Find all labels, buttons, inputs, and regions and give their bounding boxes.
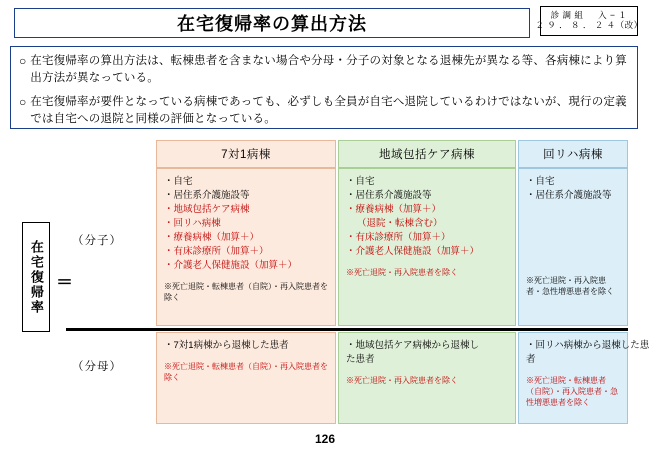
list-item: ・居住系介護施設等 [526, 190, 612, 202]
list-item: ・回リハ病棟 [164, 218, 221, 230]
bullet-marker-icon: ○ [19, 94, 27, 109]
column-header-ward-7to1 [156, 140, 336, 168]
list-item: ・地域包括ケア病棟 [164, 204, 250, 216]
column-header-ward-7to1-label: 7対1病棟 [221, 149, 271, 161]
equals-sign: ＝ [56, 273, 73, 292]
denominator-note-ward-chiiki: ※死亡退院・再入院患者を除く [346, 376, 458, 386]
list-item: ・自宅 [346, 176, 375, 187]
summary-bullet-1 [19, 53, 629, 88]
page-title-box [14, 8, 530, 38]
list-item: ・回リハ病棟から退棟した患 [526, 340, 650, 351]
numerator-label: （分子） [72, 235, 122, 247]
ratio-label-box [22, 222, 50, 332]
summary-bullet-1-text: 在宅復帰率の算出方法は、転棟患者を含まない場合や分母・分子の対象となる退棟先が異なる等、各病棟により算出方法が異なっている。 [30, 55, 627, 85]
page-number: 126 [314, 432, 336, 446]
numerator-cell-ward-7to1 [156, 168, 336, 326]
list-item: ・有床診療所（加算＋） [164, 246, 269, 258]
summary-bullet-2 [19, 94, 629, 129]
numerator-note-ward-chiiki: ※死亡退院・再入院患者を除く [346, 268, 458, 278]
denominator-note-ward-kairiha: ※死亡退院・転棟患者（自院）・再入院患者・急性増悪患者を除く [526, 376, 618, 408]
list-item: た患者 [346, 354, 375, 366]
list-item: ・介護老人保健施設（加算＋） [346, 246, 480, 258]
list-item: ・介護老人保健施設（加算＋） [164, 260, 298, 272]
document-code-line-1: 診 調 組 入 − １ [550, 10, 628, 21]
ratio-label-text: 在宅復帰率 [28, 239, 44, 315]
denominator-note-ward-7to1: ※死亡退院・転棟患者（自院）・再入院患者を除く [164, 362, 328, 383]
page-title: 在宅復帰率の算出方法 [177, 14, 367, 34]
list-item: （退院・転棟含む） [357, 218, 443, 230]
denominator-label: （分母） [72, 361, 122, 373]
column-header-ward-chiiki [338, 140, 516, 168]
list-item: ・7対1病棟から退棟した患者 [164, 340, 289, 351]
list-item: ・療養病棟（加算＋） [346, 204, 442, 216]
list-item: ・居住系介護施設等 [164, 190, 250, 202]
column-header-ward-kairiha-label: 回リハ病棟 [543, 149, 603, 161]
numerator-note-ward-7to1: ※死亡退院・転棟患者（自院）・再入院患者を除く [164, 282, 328, 303]
list-item: ・有床診療所（加算＋） [346, 232, 451, 244]
list-item: ・療養病棟（加算＋） [164, 232, 260, 244]
list-item: ・自宅 [526, 176, 555, 187]
denominator-cell-ward-kairiha [518, 332, 650, 424]
summary-box [10, 46, 638, 129]
denominator-cell-ward-chiiki [338, 332, 516, 424]
numerator-cell-ward-chiiki [338, 168, 516, 326]
column-header-ward-kairiha [518, 140, 628, 168]
numerator-cell-ward-kairiha [518, 168, 628, 326]
formula-figure [10, 140, 650, 430]
list-item: ・居住系介護施設等 [346, 190, 432, 202]
bullet-marker-icon: ○ [19, 54, 27, 68]
list-item: ・地域包括ケア病棟から退棟し [346, 340, 480, 351]
document-code-line-2: ２ ９ ． ８ ． ２ ４（改） [535, 20, 643, 30]
numerator-note-ward-kairiha: ※死亡退院・再入院患者・急性増悪患者を除く [526, 276, 614, 297]
list-item: ・自宅 [164, 176, 193, 187]
document-code-box [535, 6, 643, 36]
fraction-bar [66, 328, 628, 331]
denominator-cell-ward-7to1 [156, 332, 336, 424]
summary-bullet-2-text: 在宅復帰率が要件となっている病棟であっても、必ずしも全員が自宅へ退院しているわけではないが、現行の定義では自宅への退院と同様の評価となっている。 [30, 95, 627, 125]
list-item: 者 [526, 354, 536, 366]
column-header-ward-chiiki-label: 地域包括ケア病棟 [379, 149, 475, 161]
